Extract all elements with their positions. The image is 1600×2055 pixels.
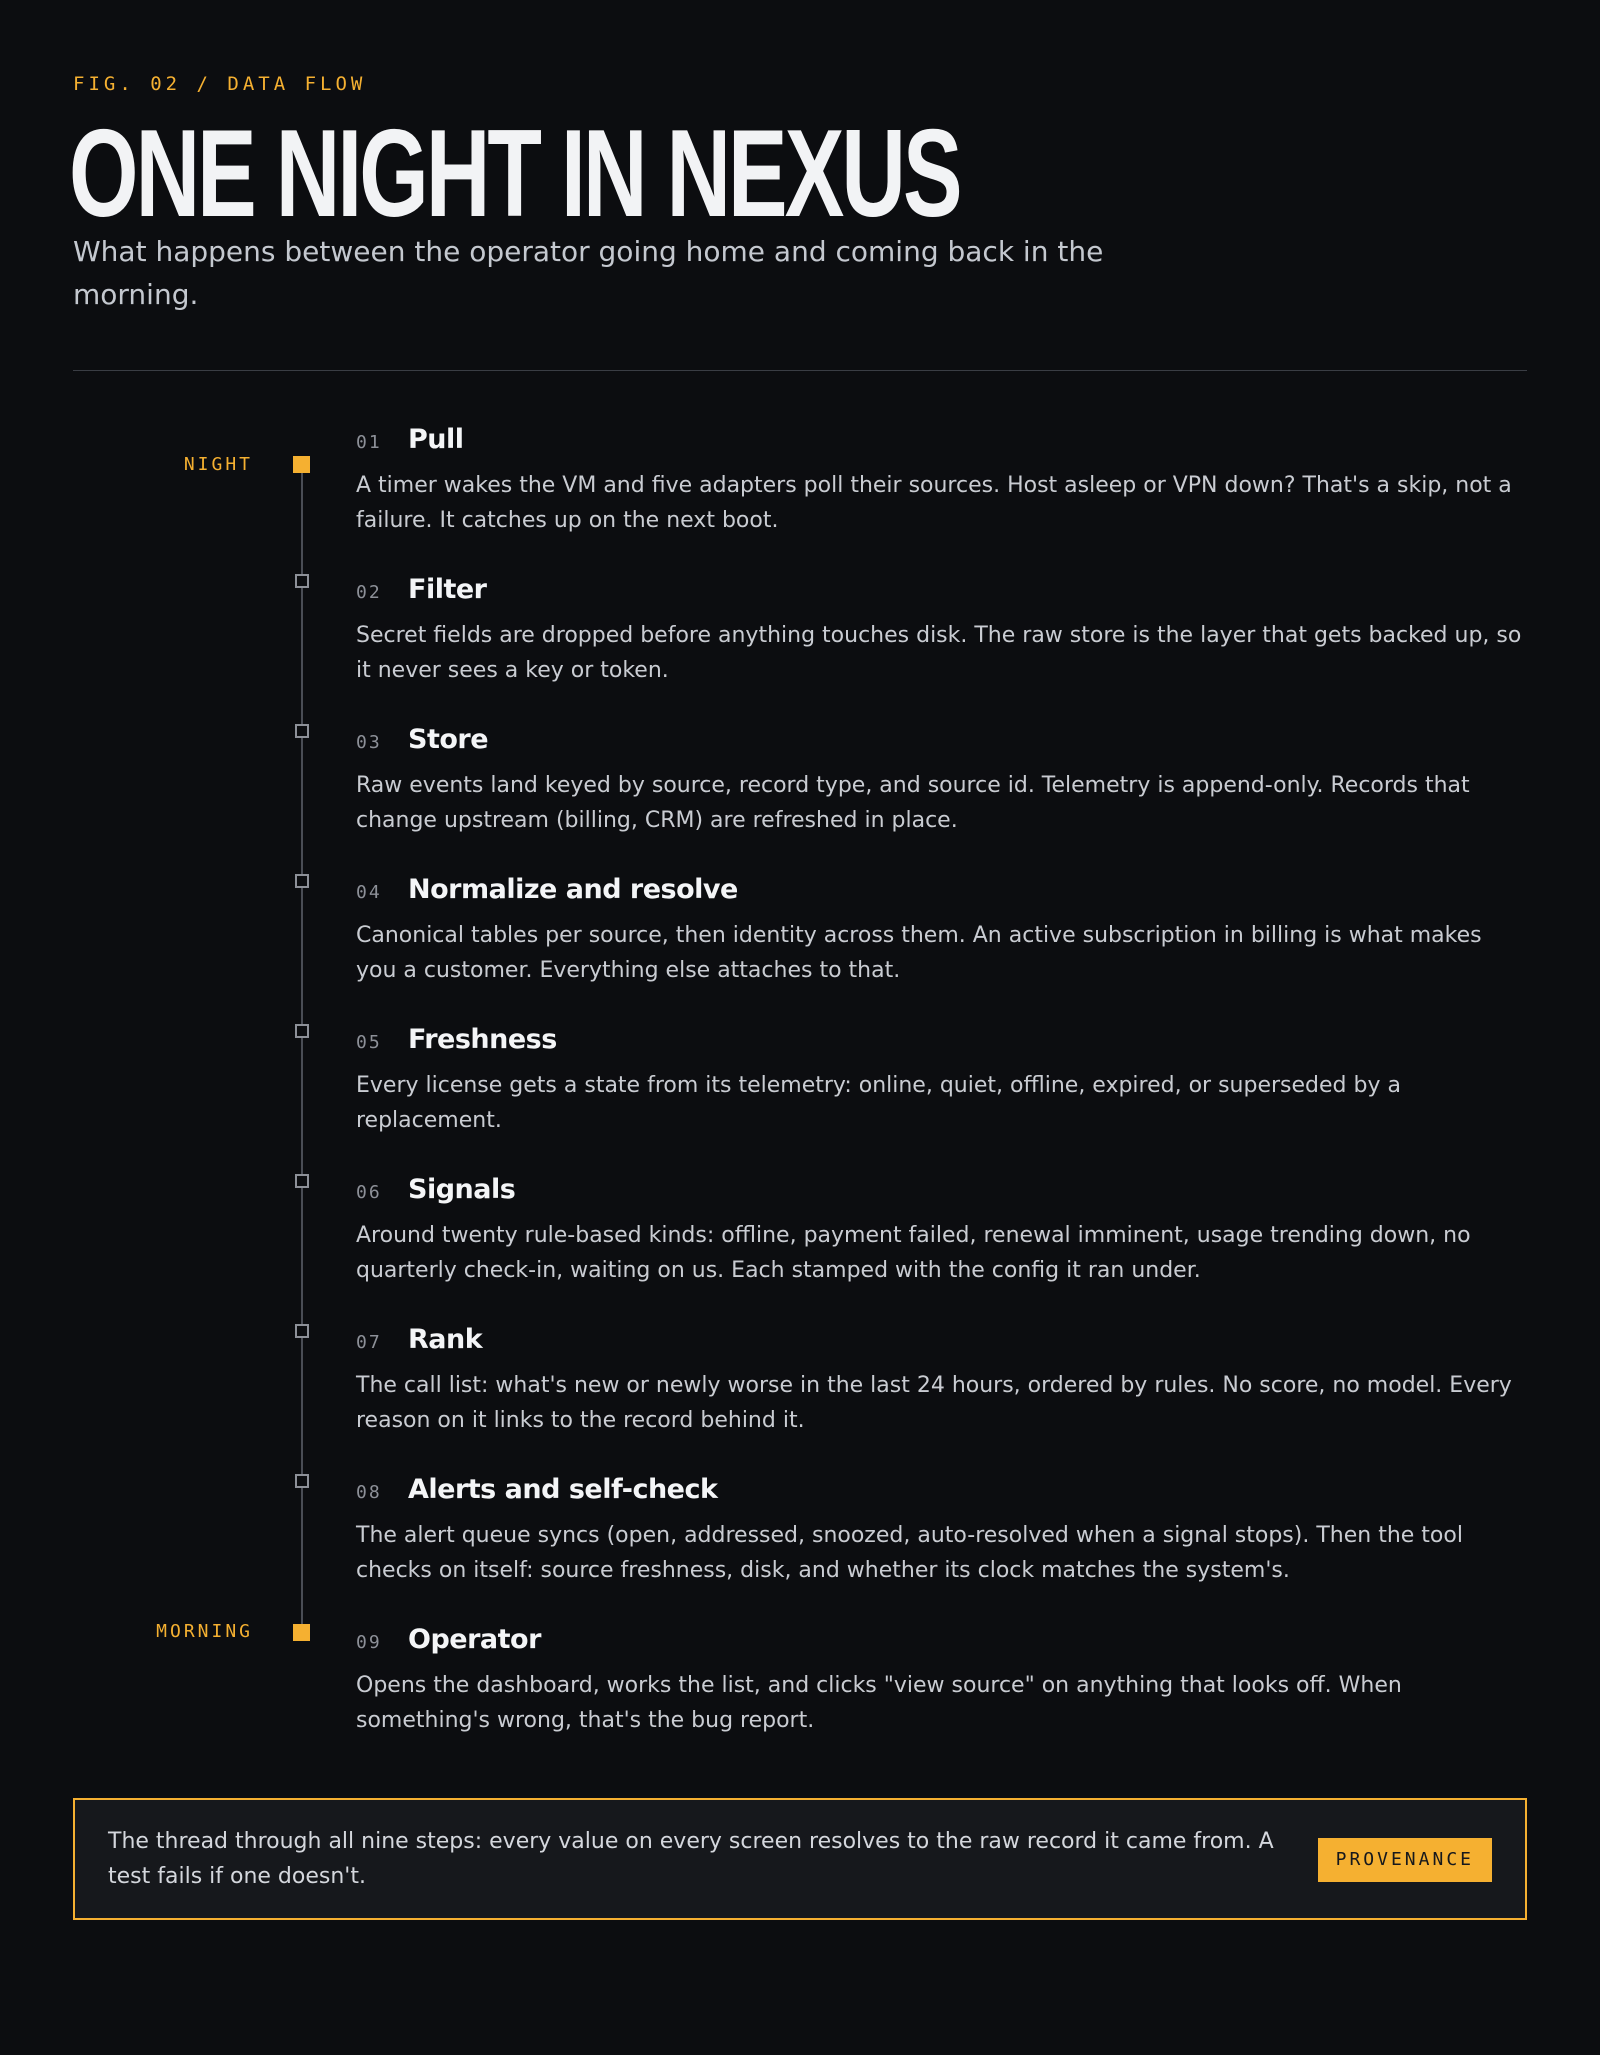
step-item xyxy=(356,874,1527,988)
step-description: Raw events land keyed by source, record type, and source id. Telemetry is append-only. Records that change upstream (billing, CRM) are refreshed in place. xyxy=(356,773,1470,833)
timeline-rail xyxy=(301,466,303,1632)
step-item xyxy=(356,1024,1527,1138)
step-number: 04 xyxy=(356,882,382,903)
step-item xyxy=(356,1474,1527,1588)
step-description: The alert queue syncs (open, addressed, snoozed, auto-resolved when a signal stops). Then the tool checks on itself: source freshness, disk, and whether its clock matches the system's. xyxy=(356,1523,1463,1583)
step-title: Freshness xyxy=(408,1024,557,1055)
step-item xyxy=(356,1624,1527,1738)
step-number: 05 xyxy=(356,1032,382,1053)
step-marker xyxy=(295,724,309,738)
step-description: Secret fields are dropped before anything touches disk. The raw store is the layer that gets backed up, so it never sees a key or token. xyxy=(356,623,1522,683)
step-marker xyxy=(295,574,309,588)
callout-text: The thread through all nine steps: every value on every screen resolves to the raw record it came from. A test fails if one doesn't. xyxy=(108,1829,1274,1889)
step-item xyxy=(356,574,1527,688)
step-title: Pull xyxy=(408,424,464,455)
step-title: Normalize and resolve xyxy=(408,874,738,905)
step-number: 06 xyxy=(356,1182,382,1203)
step-description: Around twenty rule-based kinds: offline, payment failed, renewal imminent, usage trending down, no quarterly check-in, waiting on us. Each stamped with the config it ran under. xyxy=(356,1223,1471,1283)
step-item xyxy=(356,1174,1527,1288)
step-number: 02 xyxy=(356,582,382,603)
step-title: Filter xyxy=(408,574,487,605)
step-marker xyxy=(295,874,309,888)
step-item xyxy=(356,1324,1527,1438)
step-item xyxy=(356,424,1527,538)
step-marker xyxy=(295,1174,309,1188)
figure-label: FIG. 02 / DATA FLOW xyxy=(73,73,367,95)
page-title: ONE NIGHT IN NEXUS xyxy=(69,105,960,243)
step-title: Operator xyxy=(408,1624,541,1655)
step-description: Opens the dashboard, works the list, and clicks "view source" on anything that looks off. When something's wrong, that's the bug report. xyxy=(356,1673,1402,1733)
step-marker xyxy=(295,1474,309,1488)
step-number: 08 xyxy=(356,1482,382,1503)
step-description: Every license gets a state from its telemetry: online, quiet, offline, expired, or superseded by a replacement. xyxy=(356,1073,1401,1133)
step-number: 03 xyxy=(356,732,382,753)
phase-label-morning: MORNING xyxy=(156,1621,253,1642)
step-description: The call list: what's new or newly worse in the last 24 hours, ordered by rules. No score, no model. Every reason on it links to the record behind it. xyxy=(356,1373,1512,1433)
step-number: 07 xyxy=(356,1332,382,1353)
timeline xyxy=(73,0,1527,1780)
step-number: 09 xyxy=(356,1632,382,1653)
step-number: 01 xyxy=(356,432,382,453)
step-title: Signals xyxy=(408,1174,516,1205)
phase-label-night: NIGHT xyxy=(183,454,253,475)
step-marker xyxy=(295,1324,309,1338)
step-marker-morning xyxy=(293,1624,310,1641)
step-description: Canonical tables per source, then identity across them. An active subscription in billing is what makes you a customer. Everything else attaches to that. xyxy=(356,923,1482,983)
step-marker-night xyxy=(293,456,310,473)
step-marker xyxy=(295,1024,309,1038)
provenance-callout xyxy=(73,1798,1527,1920)
step-title: Store xyxy=(408,724,489,755)
step-title: Alerts and self-check xyxy=(408,1474,718,1505)
step-title: Rank xyxy=(408,1324,483,1355)
page-subtitle: What happens between the operator going home and coming back in the morning. xyxy=(73,235,1104,311)
provenance-badge: PROVENANCE xyxy=(1318,1838,1492,1882)
step-description: A timer wakes the VM and five adapters poll their sources. Host asleep or VPN down? That's a skip, not a failure. It catches up on the next boot. xyxy=(356,473,1512,533)
step-item xyxy=(356,724,1527,838)
